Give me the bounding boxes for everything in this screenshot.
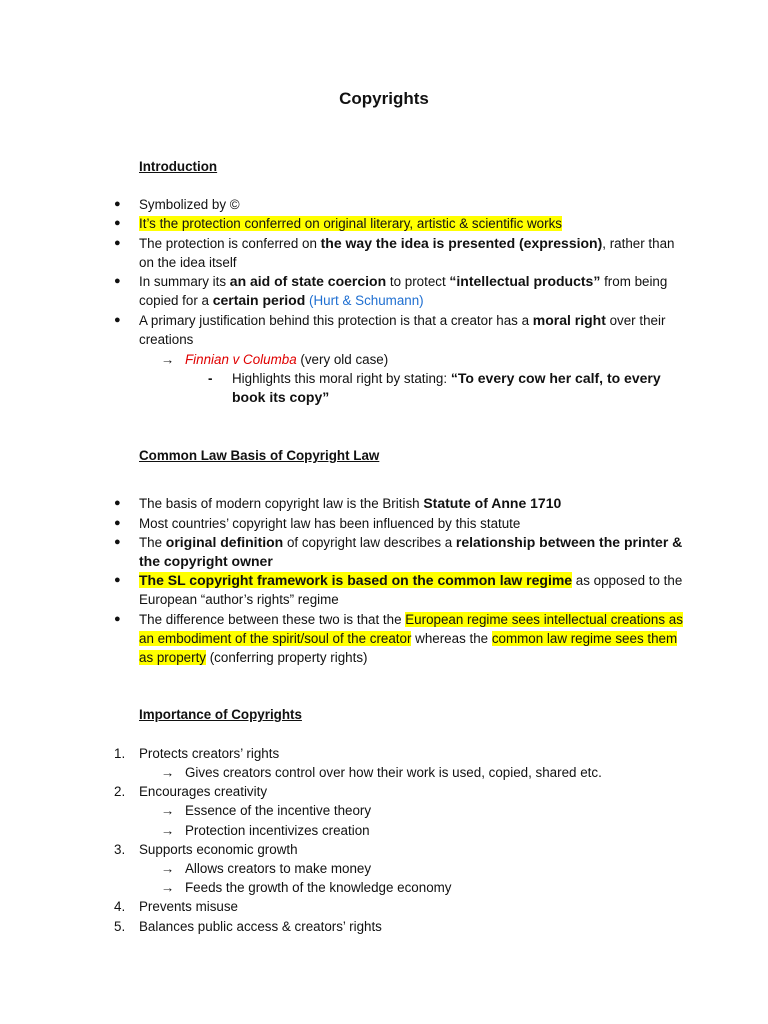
arrow-icon: →: [161, 823, 175, 838]
list-item-text: Balances public access & creators’ rights: [139, 919, 382, 934]
highlighted-text: The SL copyright framework is based on the common law regime: [139, 572, 573, 588]
bold-text: original definition: [165, 534, 284, 550]
text-run: , rather than on the idea itself: [139, 236, 675, 270]
text-run: (conferring property rights): [206, 650, 368, 665]
dash-marker: -: [208, 371, 213, 386]
text-run: as opposed to the European “author’s rights” regime: [139, 573, 683, 607]
bullet-icon: ●: [114, 574, 121, 586]
number-marker: 4.: [114, 899, 126, 914]
citation-text: (Hurt & Schumann): [305, 293, 424, 308]
list-item-text: Supports economic growth: [139, 842, 298, 857]
text-run: The protection is conferred on: [139, 236, 321, 251]
highlighted-text: European regime sees intellectual creations as an embodiment of the spirit/soul of the creator: [139, 612, 683, 646]
number-marker: 5.: [114, 919, 126, 934]
page-title: Copyrights: [339, 89, 429, 108]
section-heading-importance: Importance of Copyrights: [139, 707, 302, 722]
text-run: A primary justification behind this protection is that a creator has a: [139, 313, 533, 328]
arrow-icon: →: [161, 861, 175, 876]
list-item-text: Encourages creativity: [139, 784, 268, 799]
section-heading-introduction: Introduction: [139, 159, 218, 174]
bullet-icon: ●: [114, 536, 121, 548]
text-run: whereas the: [411, 631, 492, 646]
bullet-icon: ●: [114, 613, 121, 625]
list-item-text: Protects creators’ rights: [139, 746, 280, 761]
text-run: In summary its: [139, 274, 230, 289]
bold-text: moral right: [532, 312, 606, 328]
highlighted-text: It’s the protection conferred on original literary, artistic & scientific works: [139, 216, 562, 231]
bold-text: “To every cow her calf, to every book its copy”: [232, 370, 661, 405]
arrow-icon: →: [161, 880, 175, 895]
bold-text: Statute of Anne 1710: [423, 495, 562, 511]
list-item-text: Prevents misuse: [139, 899, 238, 914]
text-run: Highlights this moral right by stating:: [232, 371, 451, 386]
text-run: over their creations: [139, 313, 666, 347]
list-item-text: Essence of the incentive theory: [185, 803, 372, 818]
list-item-text: Gives creators control over how their work is used, copied, shared etc.: [185, 765, 602, 780]
text-run: The difference between these two is that the: [139, 612, 406, 627]
text-run: The basis of modern copyright law is the British: [139, 496, 424, 511]
bullet-icon: ●: [114, 517, 121, 529]
bullet-icon: ●: [114, 198, 121, 210]
bold-text: relationship between the printer & the copyright owner: [139, 534, 683, 569]
list-item-text: Feeds the growth of the knowledge economy: [185, 880, 452, 895]
list-item-text: Symbolized by ©: [139, 197, 240, 212]
number-marker: 1.: [114, 746, 126, 761]
list-item-text: Allows creators to make money: [185, 861, 372, 876]
bullet-icon: ●: [114, 217, 121, 229]
section-heading-common-law: Common Law Basis of Copyright Law: [139, 448, 380, 463]
bullet-icon: ●: [114, 314, 121, 326]
arrow-icon: →: [161, 352, 175, 367]
arrow-icon: →: [161, 803, 175, 818]
arrow-icon: →: [161, 765, 175, 780]
bold-text: “intellectual products”: [449, 273, 601, 289]
number-marker: 2.: [114, 784, 126, 799]
text-run: (very old case): [296, 352, 389, 367]
bullet-icon: ●: [114, 275, 121, 287]
list-item-text: Most countries’ copyright law has been influenced by this statute: [139, 516, 521, 531]
bold-text: an aid of state coercion: [229, 273, 387, 289]
list-item-text: Protection incentivizes creation: [185, 823, 370, 838]
bullet-icon: ●: [114, 237, 121, 249]
bold-text: the way the idea is presented (expression): [320, 235, 603, 251]
text-run: of copyright law describes a: [283, 535, 456, 550]
number-marker: 3.: [114, 842, 126, 857]
text-run: to protect: [386, 274, 450, 289]
case-name: Finnian v Columba: [185, 352, 297, 367]
bold-text: certain period: [212, 292, 306, 308]
text-run: The: [139, 535, 166, 550]
bullet-icon: ●: [114, 497, 121, 509]
text-run: from being copied for a: [139, 274, 668, 308]
highlighted-text: common law regime sees them as property: [139, 631, 678, 665]
